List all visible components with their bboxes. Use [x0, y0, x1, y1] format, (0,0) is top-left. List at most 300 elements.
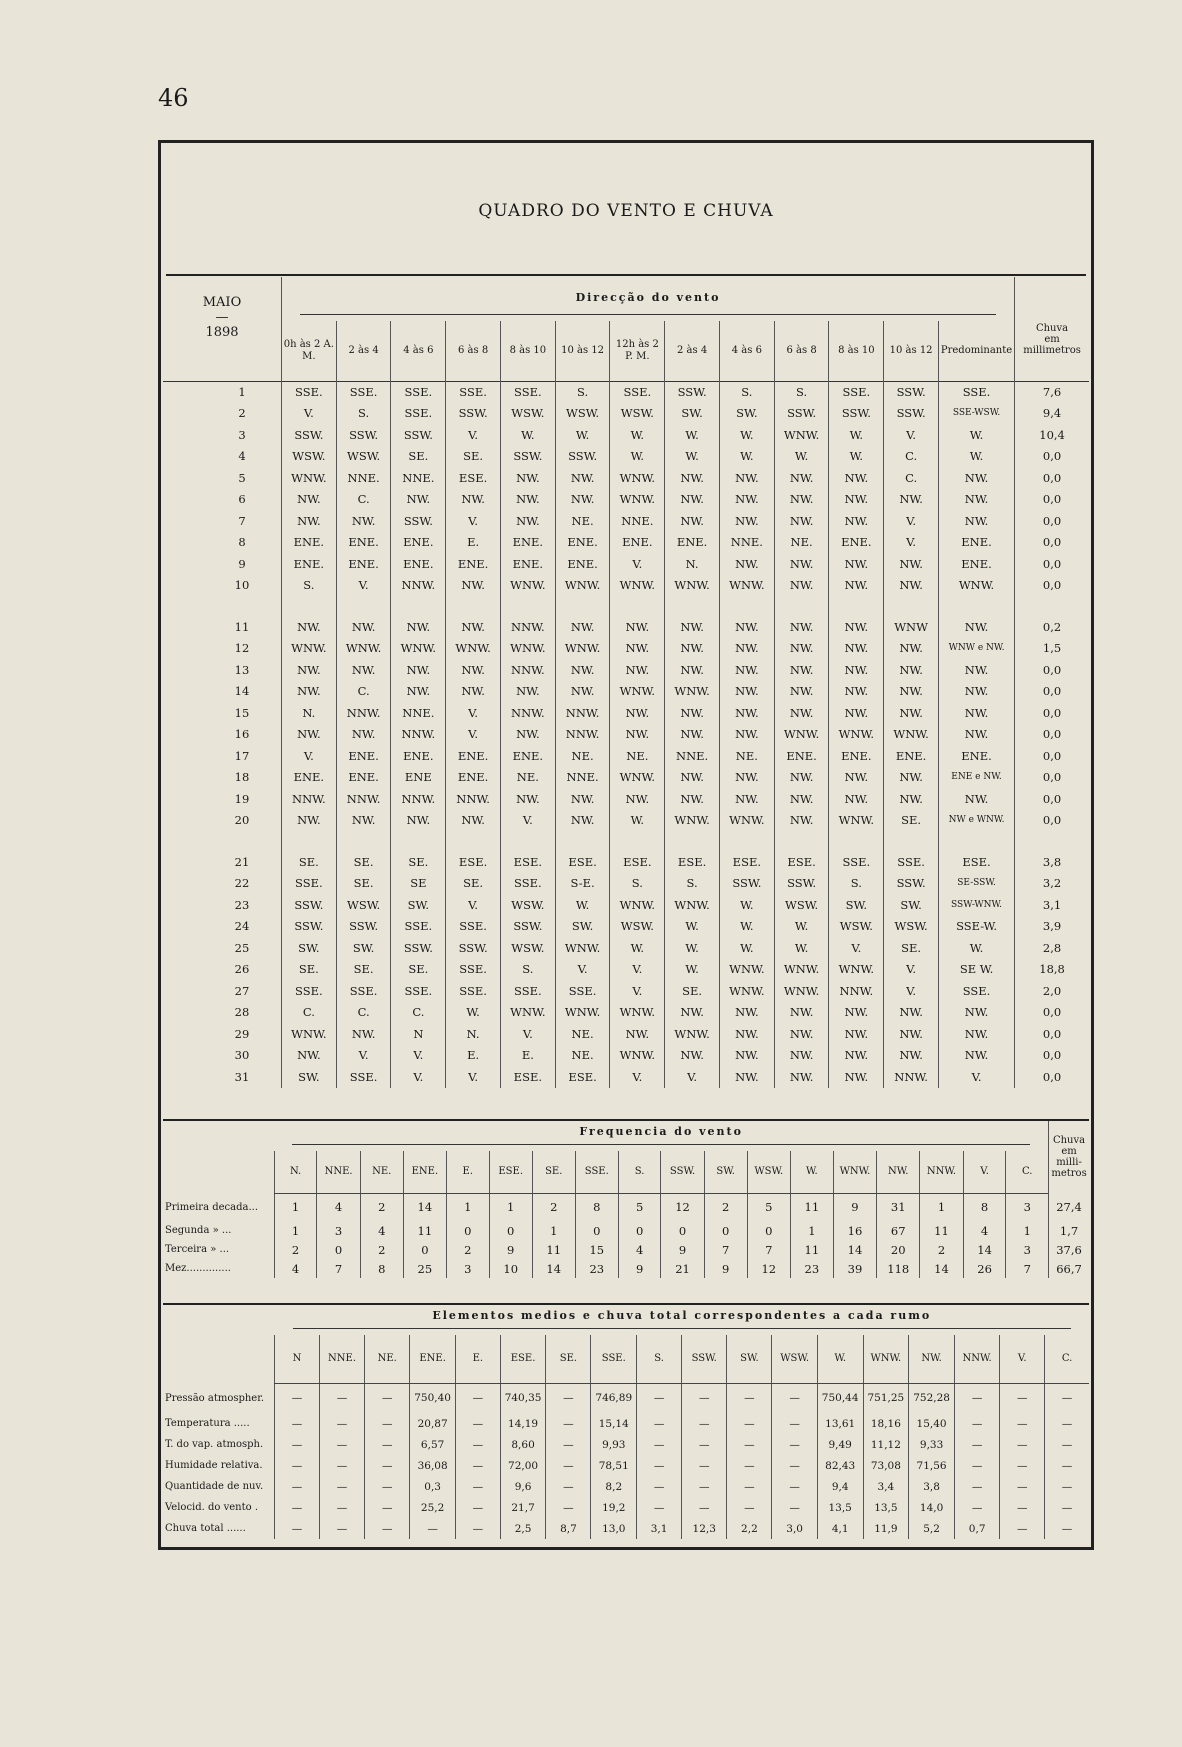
freq-value: 16: [833, 1221, 876, 1240]
wind-value: V.: [884, 959, 939, 981]
elem-brace: [293, 1328, 1071, 1335]
wind-value: NW.: [446, 616, 501, 638]
wind-value: SSE.: [281, 980, 336, 1002]
freq-value: 2: [447, 1240, 490, 1259]
element-value: 752,28: [909, 1383, 955, 1413]
table-row: [163, 553, 1089, 575]
day-number: 26: [234, 962, 250, 977]
freq-value: 3: [447, 1259, 490, 1278]
element-value: —: [275, 1413, 320, 1434]
day-number: 4: [238, 449, 246, 464]
freq-value: 25: [403, 1259, 446, 1278]
predominant-wind: NW.: [938, 724, 1014, 746]
element-value: 750,40: [410, 1383, 456, 1413]
element-value: 15,40: [909, 1413, 955, 1434]
elem-corner-cell: [163, 1335, 275, 1383]
element-value: —: [1045, 1455, 1089, 1476]
wind-value: NW.: [610, 788, 665, 810]
element-value: —: [546, 1383, 591, 1413]
row-label: Mez..............: [165, 1263, 231, 1274]
predominant-wind: ESE.: [938, 851, 1014, 873]
freq-value: 9: [704, 1259, 747, 1278]
day-number: 31: [234, 1069, 250, 1084]
wind-value: SW.: [555, 916, 610, 938]
day-number: 14: [234, 684, 250, 699]
row-label: Velocid. do vento .: [165, 1502, 259, 1513]
freq-column-header: NNW.: [920, 1151, 963, 1193]
row-label: Pressão atmospher.: [165, 1392, 265, 1404]
wind-value: WNW.: [719, 810, 774, 832]
day-number: 3: [238, 427, 246, 442]
freq-value: 26: [963, 1259, 1006, 1278]
freq-value: 15: [575, 1240, 618, 1259]
wind-value: NW.: [829, 1023, 884, 1045]
element-value: 71,56: [909, 1455, 955, 1476]
wind-value: WNW.: [665, 1023, 720, 1045]
rain-value: 0,0: [1015, 1002, 1089, 1024]
wind-value: NNW.: [391, 575, 446, 597]
rain-value: 0,0: [1015, 553, 1089, 575]
wind-value: NW.: [719, 788, 774, 810]
wind-value: SSE.: [446, 916, 501, 938]
wind-column-header: 6 às 8: [446, 321, 501, 381]
freq-value: 14: [833, 1240, 876, 1259]
wind-value: N.: [281, 702, 336, 724]
freq-value: 14: [532, 1259, 575, 1278]
element-value: 13,5: [817, 1497, 863, 1518]
wind-value: WNW.: [500, 638, 555, 660]
predominant-wind: NW.: [938, 1002, 1014, 1024]
element-value: 78,51: [591, 1455, 637, 1476]
element-value: —: [1045, 1518, 1089, 1539]
wind-value: E.: [500, 1045, 555, 1067]
elem-column-header: ENE.: [410, 1335, 456, 1383]
freq-column-header: SW.: [704, 1151, 747, 1193]
wind-value: SE.: [391, 959, 446, 981]
day-number: 5: [238, 470, 246, 485]
element-value: 18,16: [863, 1413, 909, 1434]
wind-value: SSW.: [336, 916, 391, 938]
rain-value: 0,0: [1015, 681, 1089, 703]
elem-column-header: N: [275, 1335, 320, 1383]
wind-value: W.: [719, 894, 774, 916]
wind-value: ESE.: [555, 851, 610, 873]
wind-value: NW.: [719, 489, 774, 511]
wind-value: NW.: [719, 1023, 774, 1045]
rain-value: 0,0: [1015, 767, 1089, 789]
element-value: —: [365, 1476, 410, 1497]
wind-value: NW.: [774, 489, 829, 511]
predominant-wind: NW.: [938, 659, 1014, 681]
element-value: 2,5: [500, 1518, 546, 1539]
rain-value: 0,0: [1015, 724, 1089, 746]
wind-value: NW.: [500, 510, 555, 532]
elem-column-header: WNW.: [863, 1335, 909, 1383]
wind-value: NW.: [884, 575, 939, 597]
element-value: —: [772, 1413, 817, 1434]
wind-value: NW.: [500, 788, 555, 810]
table-row: [163, 424, 1089, 446]
predominant-wind: SSE-W.: [938, 916, 1014, 938]
element-value: —: [954, 1497, 999, 1518]
element-value: —: [319, 1455, 364, 1476]
day-number: 1: [238, 385, 246, 399]
row-label: Temperatura .....: [165, 1418, 250, 1429]
predominant-wind: W.: [938, 424, 1014, 446]
table-row: [163, 873, 1089, 895]
element-value: —: [1000, 1383, 1045, 1413]
element-value: —: [1000, 1434, 1045, 1455]
wind-value: NW.: [281, 1045, 336, 1067]
element-value: —: [365, 1383, 410, 1413]
wind-value: NW.: [281, 810, 336, 832]
wind-value: ENE.: [281, 532, 336, 554]
wind-value: S.: [610, 873, 665, 895]
wind-value: NW.: [665, 1045, 720, 1067]
wind-value: NW.: [829, 788, 884, 810]
wind-value: V.: [610, 980, 665, 1002]
table-row: [163, 489, 1089, 511]
wind-value: V.: [446, 424, 501, 446]
table-row: [163, 659, 1089, 681]
element-value: —: [637, 1497, 682, 1518]
wind-value: WSW.: [500, 937, 555, 959]
wind-value: NW.: [719, 659, 774, 681]
element-value: —: [682, 1497, 727, 1518]
wind-value: V.: [884, 532, 939, 554]
wind-value: NW.: [719, 702, 774, 724]
wind-value: NW.: [774, 810, 829, 832]
freq-value: 1: [489, 1193, 532, 1221]
wind-column-header: Predominante: [938, 321, 1014, 381]
wind-value: NE.: [555, 510, 610, 532]
element-value: 19,2: [591, 1497, 637, 1518]
wind-value: V.: [336, 575, 391, 597]
wind-value: WNW.: [555, 1002, 610, 1024]
wind-value: SSW.: [555, 446, 610, 468]
day-number: 17: [234, 748, 250, 763]
wind-value: NW.: [829, 702, 884, 724]
wind-value: SSE.: [500, 381, 555, 403]
freq-value: 14: [963, 1240, 1006, 1259]
wind-value: V.: [391, 1066, 446, 1088]
element-value: 72,00: [500, 1455, 546, 1476]
table-row: [163, 916, 1089, 938]
freq-value: 4: [360, 1221, 403, 1240]
element-value: —: [1000, 1518, 1045, 1539]
table-row: [163, 575, 1089, 597]
freq-value: 2: [274, 1240, 317, 1259]
day-number: 19: [234, 791, 250, 806]
wind-value: NW.: [281, 724, 336, 746]
table-row: [163, 702, 1089, 724]
element-value: —: [772, 1497, 817, 1518]
wind-value: E.: [446, 532, 501, 554]
row-label: Quantidade de nuv.: [165, 1481, 264, 1492]
wind-value: NW.: [281, 616, 336, 638]
element-value: 751,25: [863, 1383, 909, 1413]
wind-value: WNW.: [500, 1002, 555, 1024]
wind-value: ENE.: [391, 553, 446, 575]
elem-label: Elementos medios e chuva total correspondentes a cada rumo: [432, 1309, 932, 1322]
wind-value: WNW.: [281, 1023, 336, 1045]
wind-value: NNW.: [500, 659, 555, 681]
wind-value: NW.: [829, 510, 884, 532]
wind-value: SSE.: [336, 381, 391, 403]
wind-value: NW.: [884, 1002, 939, 1024]
wind-value: WNW.: [281, 467, 336, 489]
element-value: —: [1000, 1497, 1045, 1518]
predominant-wind: NW.: [938, 681, 1014, 703]
wind-value: W.: [719, 446, 774, 468]
element-value: 73,08: [863, 1455, 909, 1476]
predominant-wind: SSE-WSW.: [938, 403, 1014, 425]
wind-value: NW.: [719, 1066, 774, 1088]
wind-value: SSW.: [774, 873, 829, 895]
freq-value: 7: [317, 1259, 360, 1278]
wind-value: WNW.: [665, 894, 720, 916]
wind-value: NNW.: [884, 1066, 939, 1088]
freq-value: 118: [877, 1259, 920, 1278]
wind-value: V.: [500, 810, 555, 832]
day-number: 8: [238, 535, 246, 550]
wind-value: NW.: [446, 659, 501, 681]
wind-value: WNW.: [610, 894, 665, 916]
wind-value: V.: [829, 937, 884, 959]
wind-value: SSE.: [446, 381, 501, 403]
wind-value: NW.: [555, 810, 610, 832]
row-label: T. do vap. atmosph.: [165, 1439, 264, 1450]
wind-value: ENE.: [391, 745, 446, 767]
wind-value: SSE.: [446, 959, 501, 981]
wind-value: WNW.: [719, 959, 774, 981]
day-number: 23: [234, 897, 250, 912]
wind-value: NW.: [829, 553, 884, 575]
wind-value: ESE.: [446, 467, 501, 489]
wind-value: C.: [391, 1002, 446, 1024]
wind-value: SE.: [665, 980, 720, 1002]
wind-value: WSW.: [884, 916, 939, 938]
predominant-wind: NW e WNW.: [938, 810, 1014, 832]
wind-value: V.: [610, 1066, 665, 1088]
wind-value: NW.: [774, 767, 829, 789]
day-number: 30: [234, 1048, 250, 1063]
wind-value: WNW.: [774, 424, 829, 446]
page-number: 46: [158, 84, 189, 112]
wind-value: V.: [555, 959, 610, 981]
wind-value: W.: [774, 916, 829, 938]
freq-value: 14: [920, 1259, 963, 1278]
table-row: [163, 1066, 1089, 1088]
month-label: MAIO: [202, 295, 242, 310]
wind-direction-table: [163, 277, 1089, 1088]
freq-column-header: NNE.: [317, 1151, 360, 1193]
freq-value: 0: [575, 1221, 618, 1240]
wind-value: SSE.: [829, 851, 884, 873]
element-value: —: [546, 1455, 591, 1476]
wind-value: WNW.: [774, 980, 829, 1002]
freq-rain-label-1: Chuva: [1052, 1135, 1086, 1146]
day-number: 21: [234, 854, 250, 869]
elem-corner: [163, 1304, 275, 1335]
wind-value: NW.: [719, 724, 774, 746]
table-row: [163, 810, 1089, 832]
wind-value: SW.: [336, 937, 391, 959]
wind-value: NW.: [665, 510, 720, 532]
wind-value: NNW.: [336, 702, 391, 724]
freq-column-header: V.: [963, 1151, 1006, 1193]
element-value: —: [365, 1413, 410, 1434]
freq-value: 31: [877, 1193, 920, 1221]
rain-value: 0,0: [1015, 575, 1089, 597]
element-value: —: [954, 1434, 999, 1455]
wind-value: ENE.: [391, 532, 446, 554]
freq-column-header: SSE.: [575, 1151, 618, 1193]
freq-value: 2: [920, 1240, 963, 1259]
wind-value: NW.: [500, 724, 555, 746]
wind-value: SSW.: [500, 916, 555, 938]
table-row: [163, 1221, 1089, 1240]
wind-column-header: 12h às 2 P. M.: [610, 321, 665, 381]
freq-value: 20: [877, 1240, 920, 1259]
wind-value: V.: [446, 724, 501, 746]
element-value: 0,3: [410, 1476, 456, 1497]
wind-value: W.: [555, 424, 610, 446]
elem-column-header: V.: [1000, 1335, 1045, 1383]
rain-value: 2,0: [1015, 980, 1089, 1002]
wind-value: ENE.: [336, 532, 391, 554]
rain-value: 0,0: [1015, 1023, 1089, 1045]
element-value: —: [682, 1413, 727, 1434]
freq-column-header: NW.: [877, 1151, 920, 1193]
freq-rain-label-4: metros: [1051, 1168, 1087, 1179]
wind-value: W.: [774, 937, 829, 959]
element-value: 25,2: [410, 1497, 456, 1518]
wind-value: NW.: [610, 1023, 665, 1045]
element-value: —: [682, 1476, 727, 1497]
wind-value: V.: [446, 1066, 501, 1088]
wind-value: NW.: [281, 681, 336, 703]
element-value: —: [727, 1413, 772, 1434]
day-number: 28: [234, 1005, 250, 1020]
month-header: [163, 277, 281, 381]
freq-value: 8: [360, 1259, 403, 1278]
elem-column-header: NNE.: [319, 1335, 364, 1383]
freq-value: 3: [317, 1221, 360, 1240]
freq-column-header: WSW.: [747, 1151, 790, 1193]
wind-value: V.: [281, 745, 336, 767]
wind-value: NW.: [884, 659, 939, 681]
wind-value: NNE.: [555, 767, 610, 789]
wind-value: NW.: [391, 681, 446, 703]
freq-value: 8: [963, 1193, 1006, 1221]
wind-value: NW.: [884, 1023, 939, 1045]
element-value: —: [365, 1455, 410, 1476]
element-value: —: [546, 1497, 591, 1518]
wind-value: SW.: [281, 1066, 336, 1088]
freq-value: 3: [1006, 1240, 1049, 1259]
wind-value: NW.: [665, 1002, 720, 1024]
wind-value: ENE.: [884, 745, 939, 767]
wind-value: SSE.: [391, 381, 446, 403]
wind-value: SSE.: [500, 980, 555, 1002]
wind-value: NE.: [500, 767, 555, 789]
rain-value: 0,0: [1015, 1045, 1089, 1067]
freq-value: 4: [274, 1259, 317, 1278]
wind-value: SSW.: [774, 403, 829, 425]
predominant-wind: WNW.: [938, 575, 1014, 597]
freq-value: 11: [403, 1221, 446, 1240]
wind-value: NW.: [774, 702, 829, 724]
element-value: —: [455, 1413, 500, 1434]
wind-value: C.: [884, 446, 939, 468]
wind-value: V.: [281, 403, 336, 425]
wind-value: NE.: [719, 745, 774, 767]
rain-value: 18,8: [1015, 959, 1089, 981]
wind-value: W.: [446, 1002, 501, 1024]
year-label: 1898: [205, 325, 239, 340]
wind-value: NW.: [774, 1066, 829, 1088]
element-value: —: [455, 1383, 500, 1413]
wind-value: NW.: [665, 659, 720, 681]
wind-value: NW.: [446, 489, 501, 511]
element-value: —: [954, 1455, 999, 1476]
freq-brace: [292, 1144, 1030, 1151]
freq-value: 0: [447, 1221, 490, 1240]
predominant-wind: SE-SSW.: [938, 873, 1014, 895]
freq-rain-header: [1049, 1120, 1089, 1193]
wind-value: SSE.: [555, 980, 610, 1002]
element-value: —: [1000, 1476, 1045, 1497]
elem-column-header: NNW.: [954, 1335, 999, 1383]
wind-value: NW.: [610, 616, 665, 638]
wind-value: NNW.: [555, 702, 610, 724]
wind-value: WSW.: [500, 403, 555, 425]
wind-value: NNW.: [500, 702, 555, 724]
element-value: 13,61: [817, 1413, 863, 1434]
day-number: 13: [234, 662, 250, 677]
wind-value: NW.: [555, 616, 610, 638]
element-value: 4,1: [817, 1518, 863, 1539]
element-value: 21,7: [500, 1497, 546, 1518]
wind-value: NNW.: [391, 724, 446, 746]
element-value: —: [727, 1383, 772, 1413]
wind-value: NW.: [610, 659, 665, 681]
wind-value: ENE.: [281, 553, 336, 575]
table-row: [163, 1497, 1089, 1518]
table-row: [163, 446, 1089, 468]
wind-value: NW.: [774, 1002, 829, 1024]
predominant-wind: W.: [938, 937, 1014, 959]
wind-value: ENE.: [500, 553, 555, 575]
element-value: 9,49: [817, 1434, 863, 1455]
predominant-wind: NW.: [938, 510, 1014, 532]
freq-value: 11: [790, 1240, 833, 1259]
freq-value: 1: [920, 1193, 963, 1221]
element-value: —: [319, 1413, 364, 1434]
element-value: 13,5: [863, 1497, 909, 1518]
freq-value: 5: [618, 1193, 661, 1221]
wind-value: SW.: [281, 937, 336, 959]
element-value: 12,3: [682, 1518, 727, 1539]
element-value: 8,2: [591, 1476, 637, 1497]
wind-value: NW.: [719, 1045, 774, 1067]
wind-value: NW.: [446, 810, 501, 832]
element-value: 6,57: [410, 1434, 456, 1455]
predominant-wind: SSE.: [938, 381, 1014, 403]
element-value: —: [365, 1518, 410, 1539]
wind-value: NW.: [829, 489, 884, 511]
